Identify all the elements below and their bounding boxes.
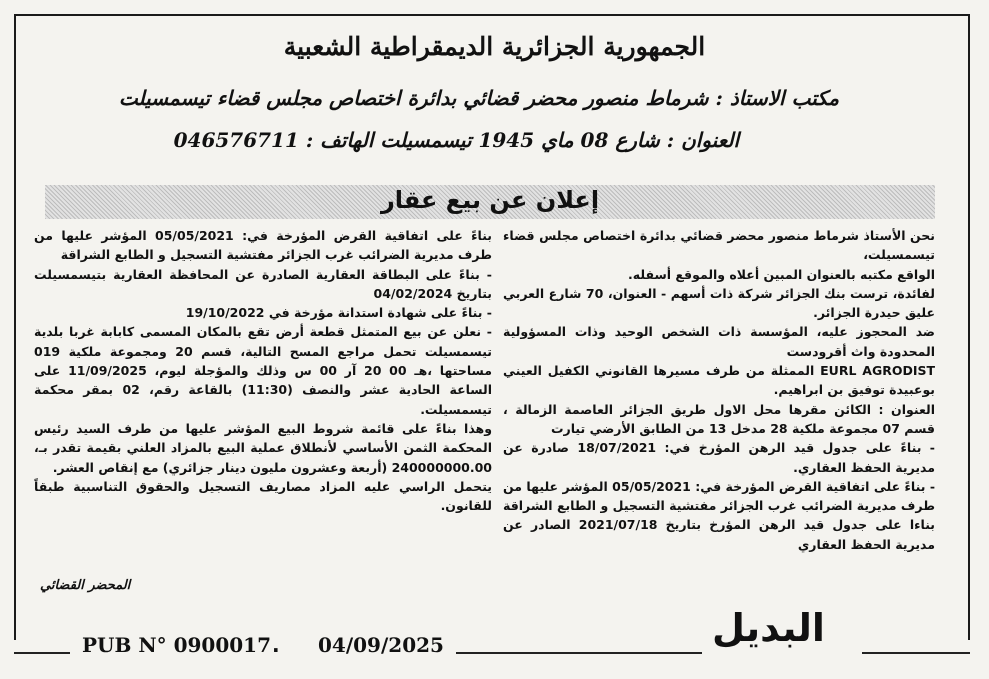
notice-title: إعلان عن بيع عقار (380, 186, 600, 214)
notice-title-banner (45, 185, 935, 219)
right-paragraph: - بناءً على جدول قيد الرهن المؤرخ في: 18/07/2021 صادرة عن مديرية الحفظ العقاري. (503, 440, 935, 475)
right-paragraph: نحن الأستاذ شرماط منصور محضر قضائي بدائرة اختصاص مجلس قضاء تيسمسيلت، (503, 228, 935, 263)
footer-rule (14, 652, 70, 654)
left-paragraph: - بناءً على البطاقة العقارية الصادرة عن المحافظة العقارية بتيسمسيلت بتاريخ 04/02/2024 (34, 266, 492, 301)
left-paragraph: بناءً على اتفاقية القرض المؤرخة في: 05/05/2021 المؤشر عليها من طرف مديرية الضرائب غرب الجزائر مفتشية التسجيل و الطابع الشراقة (34, 228, 492, 263)
newspaper-name: البديل (712, 606, 825, 650)
left-paragraph: يتحمل الراسي عليه المزاد مصاريف التسجيل والحقوق التناسبية طبقاً للقانون. (34, 478, 492, 514)
left-column (34, 226, 492, 515)
footer-separator: . (272, 633, 280, 657)
footer-rule (862, 652, 970, 654)
office-line: مكتب الاستاذ : شرماط منصور محضر قضائي بدائرة اختصاص مجلس قضاء تيسمسيلت (118, 86, 839, 110)
right-paragraph: العنوان : الكائن مقرها محل الاول طريق الجزائر العاصمة الزمالة ، قسم 07 مجموعة ملكية 28 مدخل 13 من الطابق الأرضي تيارت (503, 401, 935, 436)
left-paragraph: - بناءً على شهادة استدانة مؤرخة في 19/10/2022 (185, 305, 492, 321)
address-line: العنوان : شارع 08 ماي 1945 تيسمسيلت الهاتف : 046576711 (173, 128, 739, 152)
right-paragraph: - بناءً على اتفاقية القرض المؤرخة في: 05/05/2021 المؤشر عليها من طرف مديرية الضرائب غرب الجزائر مفتشية التسجيل و الطابع الشراقة بناءا على جدول قيد الرهن المؤرخ بتاريخ 2021/07/18 الصادر عن مديرية الحفظ العقاري (503, 478, 936, 552)
right-column (503, 226, 935, 554)
pub-number: PUB N° 0900017 (82, 633, 272, 657)
left-paragraph: وهذا بناءً على قائمة شروط البيع المؤشر عليها من طرف السيد رئيس المحكمة الثمن الأساسي لأنطلاق عملية البيع بالمزاد العلني بقيمة تقدر بـ، 240000000.00 (أربعة وعشرون مليون دينار جزائري) مع إنقاص العشر. (34, 420, 492, 475)
right-paragraph: الواقع مكتبه بالعنوان المبين أعلاه والموقع أسفله. (628, 266, 935, 282)
republic-title: الجمهورية الجزائرية الديمقراطية الشعبية (283, 32, 706, 61)
left-paragraph: - نعلن عن بيع المتمثل قطعة أرض تقع بالمكان المسمى كابابة غربا بلدية تيسمسيلت تحمل مراجع المسح التالية، قسم 20 ومجموعة ملكية 019 مساحتها ،هـ 00 20 آر 00 س وذلك والمؤجلة ليوم، 11/09/2025 على الساعة الحادية عشر والنصف (11:30) بالقاعة رقم، 02 بمقر محكمة تيسمسيلت. (34, 324, 493, 417)
bailiff-signature: المحضر القضائي (40, 578, 131, 593)
right-paragraph: EURL AGRODIST الممثلة من طرف مسيرها القانوني الكفيل العيني بوعبيدة توفيق بن ابراهيم. (503, 363, 936, 398)
publication-date: 04/09/2025 (318, 633, 444, 657)
right-paragraph: ضد المحجوز عليه، المؤسسة ذات الشخص الوحيد وذات المسؤولية المحدودة واث أقرودست (503, 324, 935, 359)
right-paragraph: لفائدة، ترست بنك الجزائر شركة ذات أسهم - العنوان، 70 شارع العربي عليق حيدرة الجزائر. (503, 285, 935, 321)
footer-rule (456, 652, 702, 654)
